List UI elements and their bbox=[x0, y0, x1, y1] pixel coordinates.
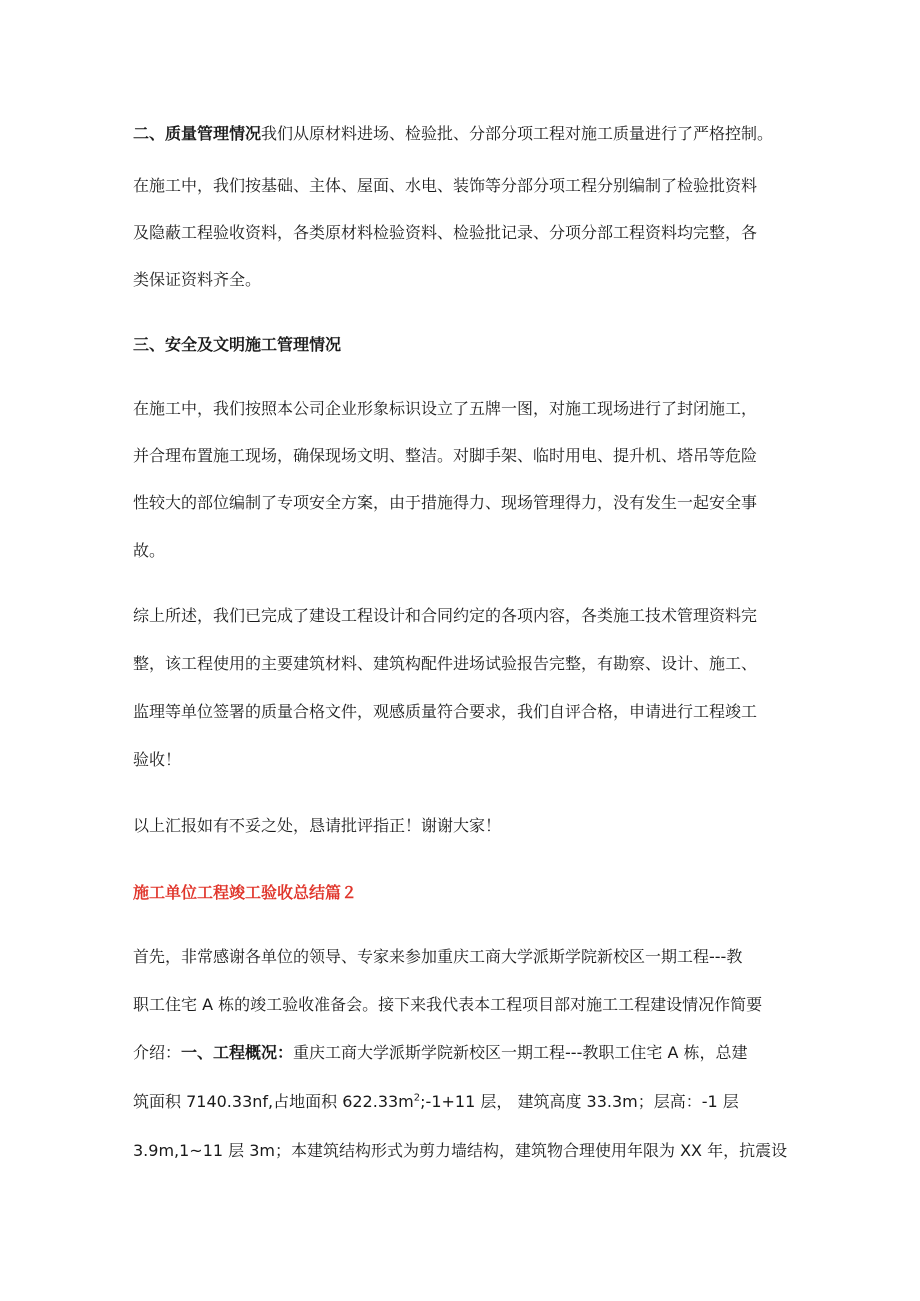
article2-line-5: 3.9m,1~11 层 3m；本建筑结构形式为剪力墙结构，建筑物合理使用年限为 XX 年，抗震设 bbox=[133, 1141, 788, 1160]
summary-line-3: 监理等单位签署的质量合格文件，观感质量符合要求，我们自评合格，申请进行工程竣工 bbox=[133, 702, 758, 721]
section2-text: 我们从原材料进场、检验批、分部分项工程对施工质量进行了严格控制。 bbox=[261, 124, 774, 143]
superscript-2: 2 bbox=[413, 1092, 421, 1104]
article2-title: 施工单位工程竣工验收总结篇２ bbox=[133, 883, 358, 902]
closing-line: 以上汇报如有不妥之处，恳请批评指正！谢谢大家！ bbox=[133, 816, 502, 835]
article2-line-1: 首先，非常感谢各单位的领导、专家来参加重庆工商大学派斯学院新校区一期工程---教 bbox=[133, 947, 743, 966]
article2-line-3 bbox=[133, 1042, 747, 1064]
section2-line-3: 及隐蔽工程验收资料，各类原材料检验资料、检验批记录、分项分部工程资料均完整，各 bbox=[133, 223, 758, 242]
article2-line-3-rest: 重庆工商大学派斯学院新校区一期工程---教职工住宅 A 栋，总建 bbox=[293, 1043, 748, 1062]
section2-line-1 bbox=[133, 123, 773, 145]
summary-line-1: 综上所述，我们已完成了建设工程设计和合同约定的各项内容，各类施工技术管理资料完 bbox=[133, 606, 758, 625]
section2-line-4: 类保证资料齐全。 bbox=[133, 270, 262, 289]
summary-line-4: 验收！ bbox=[133, 750, 182, 769]
section2-line-2: 在施工中，我们按基础、主体、屋面、水电、装饰等分部分项工程分别编制了检验批资料 bbox=[133, 176, 758, 195]
section3-line-3: 性较大的部位编制了专项安全方案，由于措施得力、现场管理得力，没有发生一起安全事 bbox=[133, 493, 758, 512]
article2-line-4-a: 筑面积 7140.33nf,占地面积 622.33m bbox=[133, 1092, 414, 1111]
article2-line-2: 职工住宅 A 栋的竣工验收准备会。接下来我代表本工程项目部对施工工程建设情况作简要 bbox=[133, 995, 763, 1014]
article2-overview-heading: 一、工程概况： bbox=[181, 1043, 294, 1062]
section2-heading: 二、质量管理情况 bbox=[133, 124, 262, 143]
article2-line-4-b: ;-1+11 层， 建筑高度 33.3m；层高：-1 层 bbox=[420, 1092, 739, 1111]
section3-line-1: 在施工中，我们按照本公司企业形象标识设立了五牌一图，对施工现场进行了封闭施工， bbox=[133, 399, 758, 418]
summary-line-2: 整，该工程使用的主要建筑材料、建筑构配件进场试验报告完整，有勘察、设计、施工、 bbox=[133, 654, 758, 673]
section3-line-2: 并合理布置施工现场，确保现场文明、整洁。对脚手架、临时用电、提升机、塔吊等危险 bbox=[133, 446, 758, 465]
section3-line-4: 故。 bbox=[133, 541, 166, 560]
article2-line-3-prefix: 介绍： bbox=[133, 1043, 182, 1062]
section3-heading: 三、安全及文明施工管理情况 bbox=[133, 335, 342, 354]
article2-line-4 bbox=[133, 1091, 739, 1113]
